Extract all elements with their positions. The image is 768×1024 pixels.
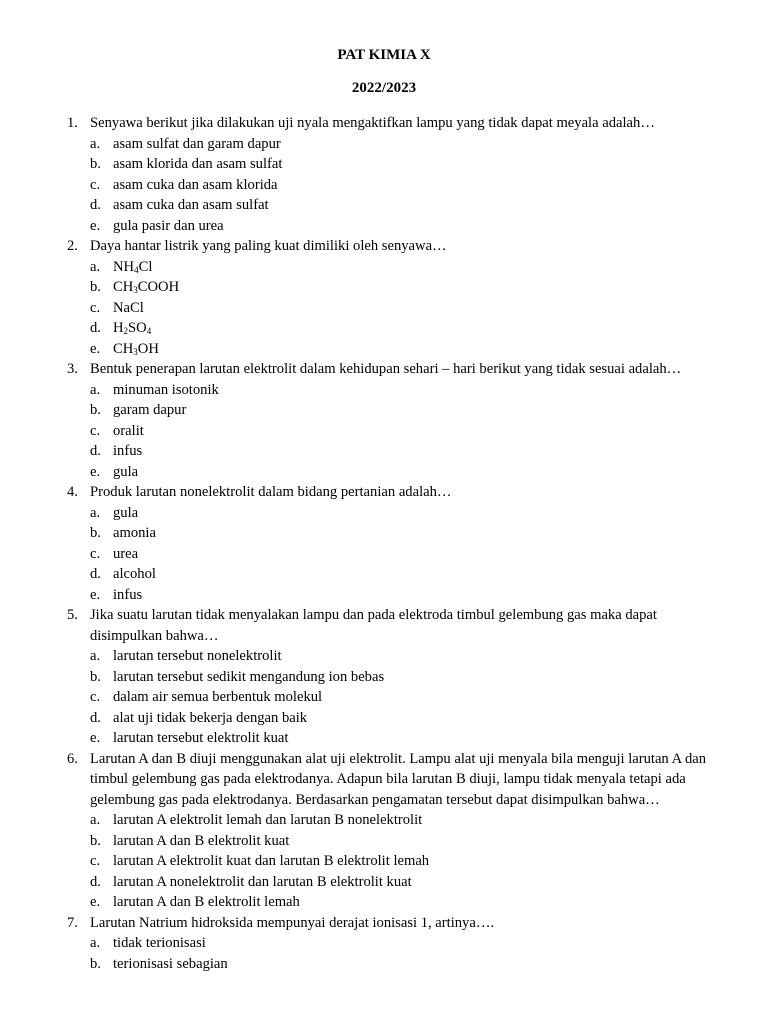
answer-option (90, 667, 717, 688)
option-text: asam sulfat dan garam dapur (113, 135, 281, 152)
question-text: Produk larutan nonelektrolit dalam bidang pertanian adalah… (90, 484, 452, 500)
option-text: minuman isotonik (113, 381, 219, 398)
option-letter: e. (90, 730, 101, 746)
question-text: Daya hantar listrik yang paling kuat dimiliki oleh senyawa… (90, 238, 447, 254)
option-text: gula (113, 463, 139, 480)
question-list (67, 113, 717, 974)
answer-option (90, 154, 717, 175)
option-letter: e. (90, 586, 101, 603)
option-text: amonia (113, 525, 156, 541)
option-letter: b. (90, 402, 101, 418)
option-text: NaCl (113, 299, 144, 316)
option-text: larutan A elektrolit kuat dan larutan B elektrolit lemah (113, 853, 430, 869)
option-text: alcohol (113, 566, 156, 582)
document-year: 2022/2023 (351, 80, 417, 96)
option-letter: c. (90, 299, 101, 316)
answer-option (90, 441, 717, 462)
option-text: infus (113, 443, 143, 459)
answer-option (90, 400, 717, 421)
answer-option (90, 954, 717, 975)
option-letter: d. (90, 709, 101, 726)
question-number: 6. (67, 750, 78, 767)
question-number: 1. (67, 115, 78, 131)
answer-option (90, 523, 717, 544)
answer-option (90, 646, 717, 667)
option-letter: c. (90, 422, 101, 439)
answer-option (90, 687, 717, 708)
option-text: gula pasir dan urea (113, 217, 224, 234)
option-list (90, 810, 717, 913)
option-text: gula (113, 504, 139, 521)
option-letter: a. (90, 812, 101, 828)
option-letter: a. (90, 648, 101, 664)
question-text: Larutan Natrium hidroksida mempunyai derajat ionisasi 1, artinya…. (90, 914, 495, 931)
answer-option (90, 810, 717, 831)
option-letter: b. (90, 156, 101, 172)
option-letter: c. (90, 689, 101, 705)
question-item (67, 749, 717, 913)
question-item (67, 605, 717, 749)
answer-option (90, 339, 717, 360)
answer-option (90, 933, 717, 954)
option-list (90, 380, 717, 483)
answer-option (90, 277, 717, 298)
question-number: 3. (67, 361, 78, 377)
question-text: Senyawa berikut jika dilakukan uji nyala mengaktifkan lampu yang tidak dapat meyala adalah… (90, 115, 655, 131)
answer-option (90, 257, 717, 278)
option-list (90, 503, 717, 606)
answer-option (90, 216, 717, 237)
option-text: terionisasi sebagian (113, 955, 228, 972)
option-letter: b. (90, 832, 101, 849)
option-text: asam cuka dan asam sulfat (113, 197, 269, 213)
question-item (67, 236, 717, 359)
option-text: asam klorida dan asam sulfat (113, 156, 283, 172)
answer-option (90, 421, 717, 442)
option-text: larutan A dan B elektrolit kuat (113, 832, 290, 849)
option-letter: a. (90, 135, 101, 152)
option-letter: c. (90, 176, 101, 193)
option-list (90, 134, 717, 237)
option-letter: a. (90, 381, 101, 398)
option-letter: d. (90, 873, 101, 890)
option-letter: e. (90, 463, 101, 480)
answer-option (90, 831, 717, 852)
option-text: tidak terionisasi (113, 935, 206, 951)
option-text: $NH_4Cl$ (113, 258, 153, 275)
question-item (67, 482, 717, 605)
answer-option (90, 892, 717, 913)
option-letter: d. (90, 443, 101, 459)
question-text: Larutan A dan B diuji menggunakan alat uji elektrolit. Lampu alat uji menyala bila menguji larutan A dan timbul gelembung gas pada elektrodanya. Adapun bila larutan B diuji, lampu tidak menyala tetapi ada gelembung gas pada elektrodanya. Berdasarkan pengamatan tersebut dapat disimpulkan bahwa… (90, 750, 707, 808)
option-list (90, 933, 717, 974)
question-item (67, 113, 717, 236)
option-text: larutan tersebut nonelektrolit (113, 648, 282, 664)
option-letter: a. (90, 504, 101, 521)
question-number: 4. (67, 484, 78, 500)
option-letter: d. (90, 320, 101, 336)
answer-option (90, 708, 717, 729)
answer-option (90, 195, 717, 216)
option-text: asam cuka dan asam klorida (113, 176, 278, 193)
option-letter: b. (90, 279, 101, 295)
option-text: $CH_3OH$ (113, 340, 159, 357)
option-letter: e. (90, 217, 101, 234)
answer-option (90, 503, 717, 524)
answer-option (90, 380, 717, 401)
answer-option (90, 585, 717, 606)
answer-option (90, 851, 717, 872)
option-text: $CH_3COOH$ (113, 279, 180, 295)
option-letter: c. (90, 545, 101, 562)
option-text: garam dapur (113, 402, 187, 418)
document-title: PAT KIMIA X (337, 47, 431, 63)
question-item (67, 359, 717, 482)
answer-option (90, 872, 717, 893)
option-text: larutan A elektrolit lemah dan larutan B nonelektrolit (113, 812, 423, 828)
option-text: larutan A nonelektrolit dan larutan B elektrolit kuat (113, 873, 412, 890)
option-text: larutan A dan B elektrolit lemah (113, 894, 300, 910)
option-letter: c. (90, 853, 101, 869)
option-letter: a. (90, 935, 101, 951)
answer-option (90, 462, 717, 483)
answer-option (90, 298, 717, 319)
option-text: dalam air semua berbentuk molekul (113, 689, 323, 705)
answer-option (90, 134, 717, 155)
option-letter: a. (90, 258, 101, 275)
question-text: Bentuk penerapan larutan elektrolit dalam kehidupan sehari – hari berikut yang tidak sesuai adalah… (90, 361, 682, 377)
option-letter: d. (90, 197, 101, 213)
option-letter: b. (90, 525, 101, 541)
option-text: infus (113, 586, 143, 603)
question-number: 7. (67, 914, 78, 931)
option-letter: e. (90, 340, 101, 357)
answer-option (90, 728, 717, 749)
answer-option (90, 175, 717, 196)
option-letter: d. (90, 566, 101, 582)
option-letter: b. (90, 955, 101, 972)
option-text: $H_2SO_4$ (113, 320, 152, 336)
option-letter: b. (90, 668, 101, 685)
question-text: Jika suatu larutan tidak menyalakan lampu dan pada elektroda timbul gelembung gas maka dapat disimpulkan bahwa… (90, 607, 657, 644)
option-letter: e. (90, 894, 101, 910)
option-text: oralit (113, 422, 144, 439)
question-number: 2. (67, 238, 78, 254)
question-number: 5. (67, 607, 78, 623)
option-text: alat uji tidak bekerja dengan baik (113, 709, 308, 726)
option-text: urea (113, 545, 139, 562)
question-item (67, 913, 717, 975)
option-list (90, 257, 717, 360)
option-list (90, 646, 717, 749)
option-text: larutan tersebut sedikit mengandung ion bebas (113, 668, 385, 685)
answer-option (90, 318, 717, 339)
answer-option (90, 564, 717, 585)
option-text: larutan tersebut elektrolit kuat (113, 730, 289, 746)
answer-option (90, 544, 717, 565)
